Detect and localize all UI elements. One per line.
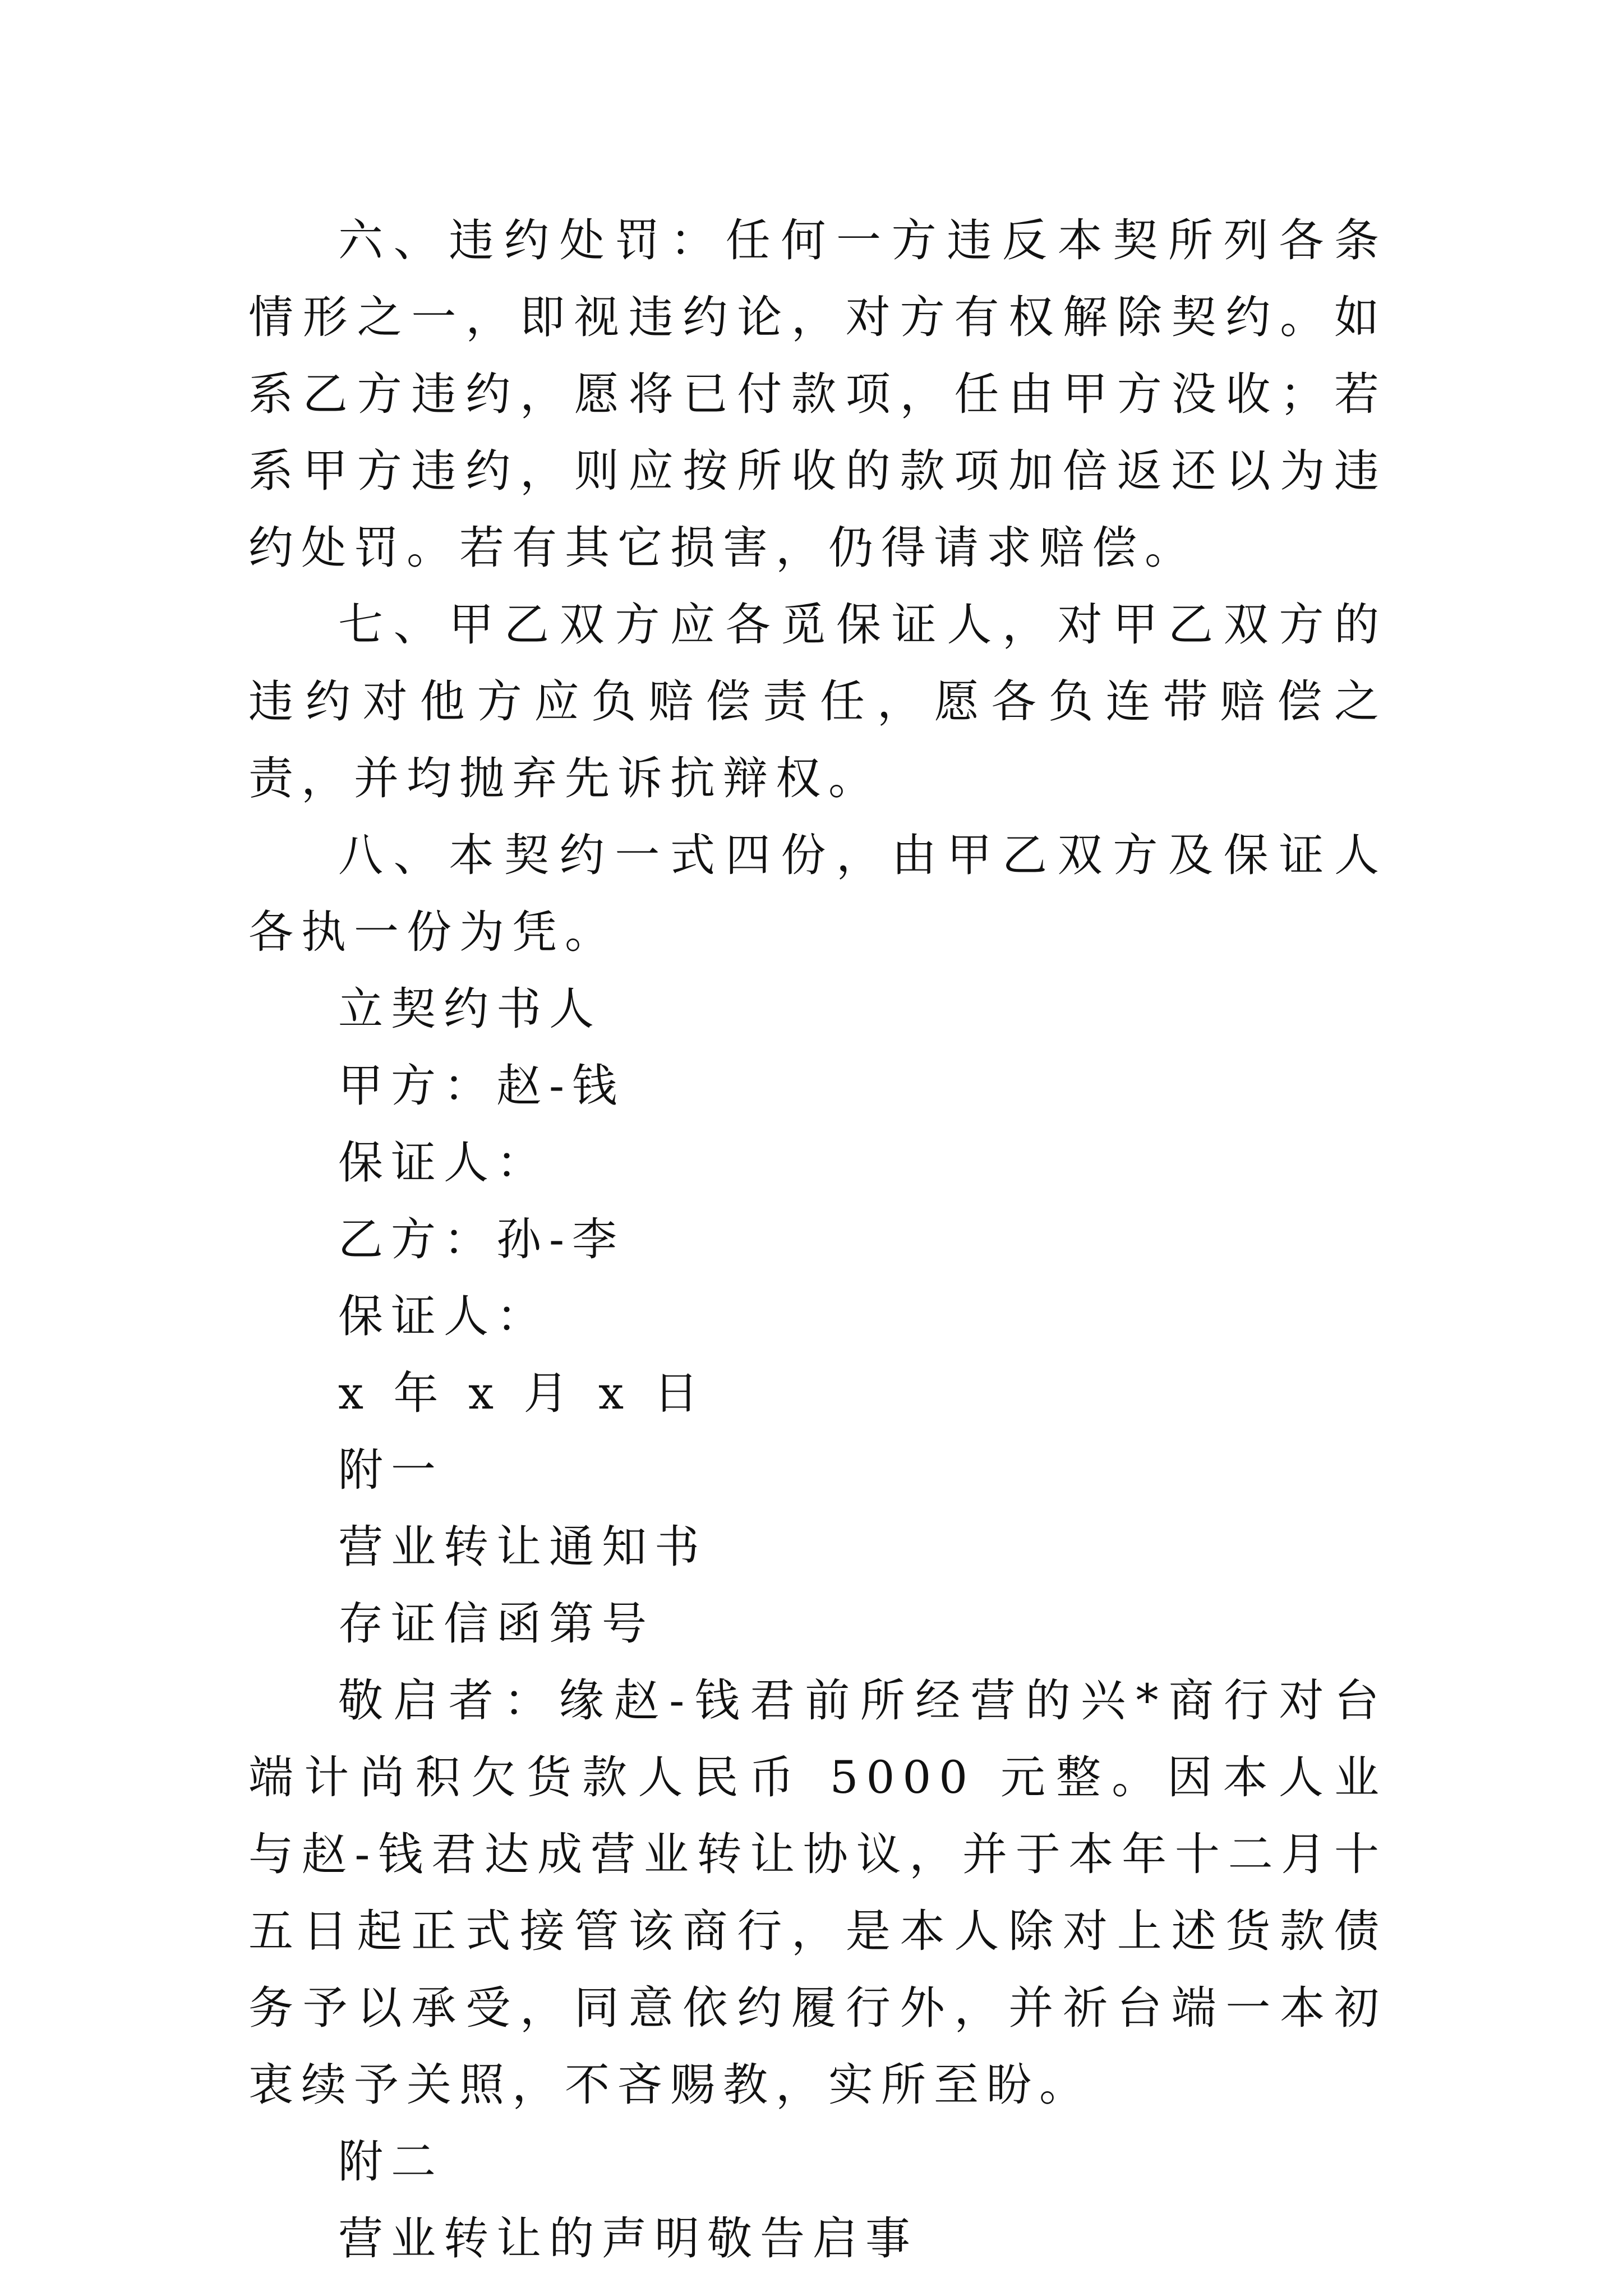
guarantor-b: 保证人： [338, 1290, 549, 1342]
appendix-2-label: 附二 [338, 2136, 444, 2188]
clause-6-breach-penalty: 六、违约处罚：任何一方违反本契所列各条情形之一，即视违约论，对方有权解除契约。如系乙方违约，愿将已付款项，任由甲方没收；若系甲方违约，则应按所收的款项加倍返还以为违约处罚。若有其它损害，仍得请求赔偿。 [248, 214, 1387, 574]
party-b: 乙方：孙-李 [338, 1213, 625, 1266]
appendix-1-title: 营业转让通知书 [338, 1521, 707, 1573]
notice-body: 敬启者：缘赵-钱君前所经营的兴*商行对台端计尚积欠货款人民币 5000 元整。因本人业与赵-钱君达成营业转让协议，并于本年十二月十五日起正式接管该商行，是本人除对上述货款债务予以承受，同意依约履行外，并祈台端一本初衷续予关照，不吝赐教，实所至盼。 [248, 1674, 1387, 2111]
party-a: 甲方：赵-钱 [338, 1060, 625, 1112]
appendix-2-title: 营业转让的声明敬告启事 [338, 2212, 918, 2265]
guarantor-a: 保证人： [338, 1137, 549, 1189]
signatory-heading: 立契约书人 [338, 983, 602, 1035]
clause-7-guarantor: 七、甲乙双方应各觅保证人，对甲乙双方的违约对他方应负赔偿责任，愿各负连带赔偿之责，并均抛弃先诉抗辩权。 [248, 599, 1387, 804]
clause-8-copies: 八、本契约一式四份，由甲乙双方及保证人各执一份为凭。 [248, 829, 1387, 958]
document-page [248, 202, 1387, 2277]
appendix-1-label: 附一 [338, 1444, 444, 1496]
letter-number: 存证信函第号 [338, 1598, 654, 1650]
signing-date: x 年 x 月 x 日 [338, 1367, 707, 1419]
